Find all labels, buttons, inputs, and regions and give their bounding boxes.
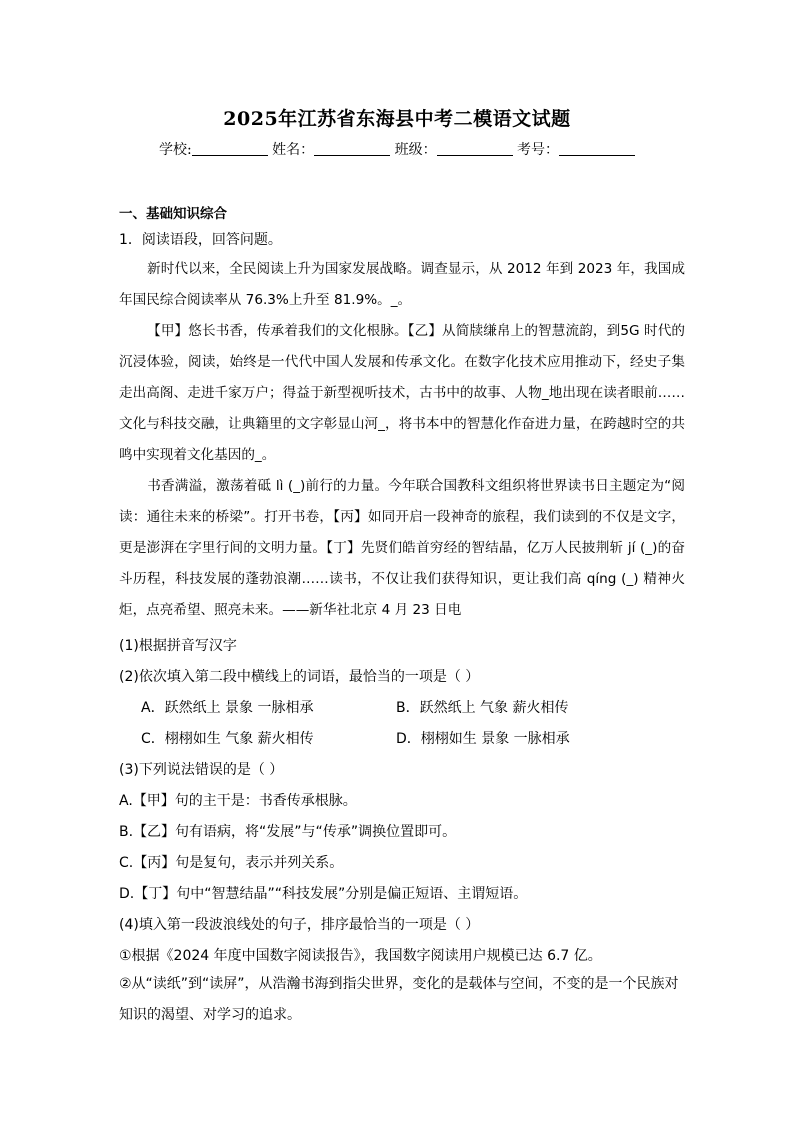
option-b[interactable]: B．跃然纸上 气象 薪火相传 — [396, 700, 569, 716]
q4-sentence-2: ②从“读纸”到“读屏”，从浩瀚书海到指尖世界，变化的是载体与空间，不变的是一个民族对知识的渴望、对学习的追求。 — [119, 976, 679, 1023]
sub-question-1: (1)根据拼音写汉字 — [119, 638, 237, 654]
passage-paragraph-1 — [119, 254, 685, 316]
school-blank[interactable] — [192, 141, 268, 156]
name-label: 姓名： — [272, 142, 315, 158]
passage-paragraph-3-text: 书香满溢，激荡着砥 lì (_)前行的力量。今年联合国教科文组织将世界读书日主题定为“阅读：通往未来的桥梁”。打开书卷，【丙】如同开启一段神奇的旅程，我们读到的不仅是文字，更是澎湃在字里行间的文明力量。【丁】先贤们皓首穷经的智结晶，亿万人民披荆斩 jí (_)的奋斗历程，科技发展的蓬勃浪潮……读书，不仅让我们获得知识，更让我们高 qíng (_) 精神火炬，点亮希望、照亮未来。——新华社北京 4 月 23 日电 — [119, 478, 685, 618]
q3-option-b[interactable]: B.【乙】句有语病，将“发展”与“传承”调换位置即可。 — [119, 824, 457, 840]
passage-paragraph-1-text: 新时代以来，全民阅读上升为国家发展战略。调查显示，从 2012 年到 2023 年，我国成年国民综合阅读率从 76.3%上升至 81.9%。_。 — [119, 261, 685, 308]
name-blank[interactable] — [314, 141, 390, 156]
sub-question-4: (4)填入第一段波浪线处的句子，排序最恰当的一项是（ ） — [119, 917, 480, 933]
class-blank[interactable] — [437, 141, 513, 156]
q3-option-a[interactable]: A.【甲】句的主干是：书香传承根脉。 — [119, 793, 357, 809]
school-label: 学校: — [158, 142, 192, 158]
option-c[interactable]: C．栩栩如生 气象 薪火相传 — [141, 731, 314, 747]
q4-sentence-1: ①根据《2024 年度中国数字阅读报告》，我国数字阅读用户规模已达 6.7 亿。 — [119, 948, 602, 964]
class-label: 班级： — [394, 142, 437, 158]
q3-option-c[interactable]: C.【丙】句是复句，表示并列关系。 — [119, 855, 344, 871]
option-a[interactable]: A．跃然纸上 景象 一脉相承 — [141, 700, 314, 716]
page-title: 2025年江苏省东海县中考二模语文试题 — [223, 108, 571, 130]
student-info-line — [0, 139, 794, 159]
exam-number-label: 考号： — [517, 142, 560, 158]
question-1-stem: 1．阅读语段，回答问题。 — [119, 232, 282, 248]
option-d[interactable]: D．栩栩如生 景象 一脉相承 — [396, 731, 570, 747]
passage-paragraph-3 — [119, 471, 685, 626]
passage-paragraph-2-text: 【甲】悠长书香，传承着我们的文化根脉。【乙】从简牍缣帛上的智慧流韵，到5G 时代的沉浸体验，阅读，始终是一代代中国人发展和传承文化。在数字化技术应用推动下，经史子集走出高阁、走进千家万户；得益于新型视听技术，古书中的故事、人物_地出现在读者眼前……文化与科技交融，让典籍里的文字彰显山河_，将书本中的智慧化作奋进力量，在跨越时空的共鸣中实现着文化基因的_。 — [119, 323, 685, 463]
sub-question-2: (2)依次填入第二段中横线上的词语，最恰当的一项是（ ） — [119, 669, 480, 685]
passage-paragraph-2 — [119, 316, 685, 471]
exam-number-blank[interactable] — [559, 141, 635, 156]
section-heading: 一、基础知识综合 — [119, 206, 227, 222]
q3-option-d[interactable]: D.【丁】句中“智慧结晶”“科技发展”分别是偏正短语、主谓短语。 — [119, 886, 528, 902]
sub-question-3: (3)下列说法错误的是（ ） — [119, 762, 284, 778]
